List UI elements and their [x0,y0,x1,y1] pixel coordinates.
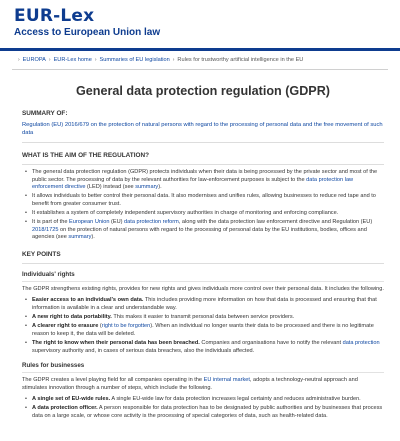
business-intro: The GDPR creates a level playing field for all companies operating in the EU internal market, adopts a technology-neutral approach and stimulates innovation through a number of steps, which include the following. [22,377,358,391]
right-to-be-forgotten-link[interactable]: right to be forgotten [101,323,151,330]
breadcrumb-eur-lex-home[interactable]: EUR-Lex home [53,57,92,63]
summary-link[interactable]: Regulation (EU) 2016/679 on the protection of natural persons with regard to the processing of personal data and the free movement of such data [22,122,383,136]
list-item: • It allows individuals to better control their personal data. It also modernises and unifies rules, allowing businesses to reduce red tape and to benefit from greater consumer trust. [32,193,384,208]
business-heading: Rules for businesses [22,362,85,370]
data-protection-reform-link[interactable]: data protection reform [124,219,179,226]
key-points-heading: KEY POINTS [22,250,61,258]
rights-list [22,297,384,355]
list-item: • A new right to data portability. This makes it easier to transmit personal data between service providers. [32,314,384,322]
chevron-right-icon: › [172,57,175,63]
section-divider [22,263,384,264]
rights-intro: The GDPR strengthens existing rights, provides for new rights and gives individuals more control over their personal data. It includes the following. [22,285,384,292]
site-header [0,0,400,48]
breadcrumb-divider [12,69,388,70]
list-item: • A single set of EU-wide rules. A single EU-wide law for data protection increases legal certainty and reduces administrative burden. [32,396,384,404]
breadcrumb [0,51,400,63]
regulation-link[interactable]: 2018/1725 [32,226,59,233]
page-title: General data protection regulation (GDPR) [75,84,330,98]
business-list [22,396,384,420]
eur-lex-logo[interactable]: EUR-Lex [14,6,95,26]
eu-internal-market-link[interactable]: EU internal market [203,377,250,384]
breadcrumb-current: Rules for trustworthy artificial intelligence in the EU [177,57,304,63]
chevron-right-icon: › [94,57,97,63]
summary-link[interactable]: summary [68,234,92,241]
subsection-divider [22,281,384,282]
list-item: • A clearer right to erasure (right to be forgotten). When an individual no longer wants their data to be processed and there is no legitimate reason to keep it, the data will be deleted. [32,323,384,338]
list-item: • Easier access to an individual's own data. This includes providing more information on how that data is processed and ensuring that that information is available in a clear and understandable way. [32,297,384,312]
list-item: • The right to know when their personal data has been breached. Companies and organisations have to notify the relevant data protection supervisory authority and, in cases of serious data breaches, also the individuals affected. [32,340,384,355]
breadcrumb-europa[interactable]: EUROPA [22,57,46,63]
summary-heading: SUMMARY OF: [22,110,68,117]
data-protection-link[interactable]: data protection [342,339,380,346]
chevron-right-icon: › [48,57,51,63]
subsection-divider [22,372,384,373]
section-divider [22,142,384,143]
breadcrumb-summaries[interactable]: Summaries of EU legislation [99,57,170,63]
list-item: • The general data protection regulation (GDPR) protects individuals when their data is being processed by the private sector and most of the public sector. The processing of data by the relevant authorities for law-enforcement purposes is subject to the data protection law enforcement directive (LED) instead (see summary). [32,169,384,192]
site-tagline: Access to European Union law [14,27,161,38]
summary-link[interactable]: summary [135,184,159,191]
chevron-right-icon: › [18,57,20,63]
aim-heading: WHAT IS THE AIM OF THE REGULATION? [22,152,149,159]
list-item: • It is part of the European Union (EU) data protection reform, along with the data protection law enforcement directive and Regulation (EU) 2018/1725 on the protection of natural persons with regard to the processing of personal data by the EU institutions, bodies, offices and agencies (see summary). [32,219,384,242]
list-item: • It establishes a system of completely independent supervisory authorities in charge of monitoring and enforcing compliance. [32,210,384,218]
rights-heading: Individuals' rights [22,270,75,278]
led-link[interactable]: data protection law enforcement directive [32,176,354,191]
eu-link[interactable]: European Union [69,219,110,226]
aim-list [22,169,384,242]
section-divider [22,164,384,165]
list-item: • A data protection officer. A person responsible for data protection has to be designated by public authorities and by businesses that process data on a large scale, or whose core activity is the processing of special categories of data, such as health-related data. [32,405,384,420]
main-content [0,84,400,421]
